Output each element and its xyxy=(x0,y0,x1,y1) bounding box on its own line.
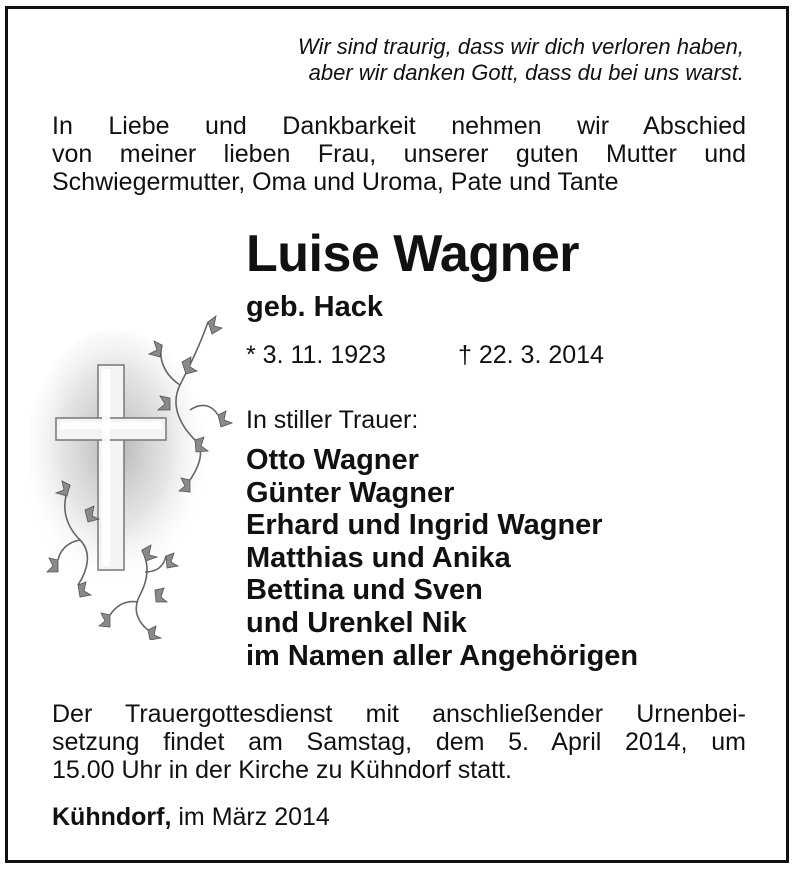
mourning-heading: In stiller Trauer: xyxy=(246,406,419,434)
service-line-2: setzung findet am Samstag, dem 5. April 2014, um xyxy=(52,728,746,756)
deceased-name: Luise Wagner xyxy=(246,225,580,283)
quote-line-1: Wir sind traurig, dass wir dich verloren haben, xyxy=(297,34,744,59)
cross-with-ivy-icon xyxy=(30,310,240,640)
mourner-name: und Urenkel Nik xyxy=(246,606,467,639)
mourner-name: Otto Wagner xyxy=(246,444,419,476)
mourner-name: im Namen aller Angehörigen xyxy=(246,639,639,672)
service-line-3: 15.00 Uhr in der Kirche zu Kühndorf statt. xyxy=(52,756,512,784)
signoff-date: im März 2014 xyxy=(178,803,330,831)
death-date: † 22. 3. 2014 xyxy=(458,341,604,369)
intro-line-2: von meiner lieben Frau, unserer guten Mutter und xyxy=(52,140,746,168)
mourner-list xyxy=(246,444,638,672)
mourner-name: Erhard und Ingrid Wagner xyxy=(246,509,603,542)
intro-text xyxy=(52,112,746,196)
quote-line-2: aber wir danken Gott, dass du bei uns warst. xyxy=(308,60,744,85)
intro-line-1: In Liebe und Dankbarkeit nehmen wir Abschied xyxy=(52,112,746,140)
birth-date: * 3. 11. 1923 xyxy=(246,341,386,369)
memorial-quote xyxy=(184,34,744,86)
maiden-name: geb. Hack xyxy=(246,291,383,323)
signoff-place: Kühndorf, xyxy=(52,803,172,831)
mourner-name: Matthias und Anika xyxy=(246,541,511,574)
service-info xyxy=(52,700,746,784)
intro-line-3: Schwiegermutter, Oma und Uroma, Pate und Tante xyxy=(52,168,619,196)
mourner-name: Günter Wagner xyxy=(246,476,455,509)
mourner-name: Bettina und Sven xyxy=(246,574,483,607)
service-line-1: Der Trauergottesdienst mit anschließender Urnenbei- xyxy=(52,700,746,728)
signoff xyxy=(52,802,330,832)
